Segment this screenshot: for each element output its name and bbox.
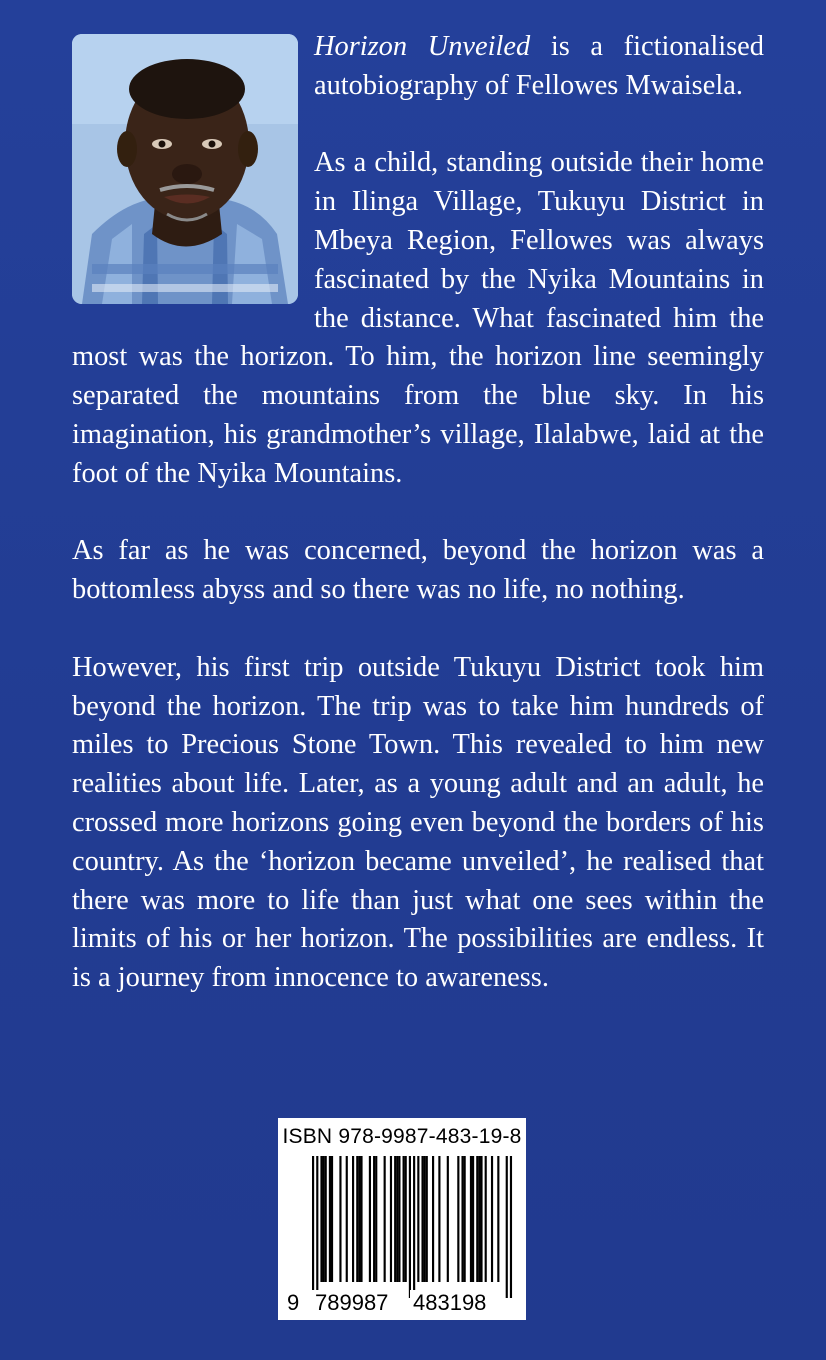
- barcode-bar: [485, 1156, 487, 1282]
- barcode-bar: [316, 1156, 318, 1298]
- barcode-bar: [497, 1156, 499, 1282]
- book-title: Horizon Unveiled: [314, 31, 531, 62]
- barcode-bar: [424, 1156, 426, 1282]
- barcode-bar: [476, 1156, 478, 1282]
- barcode-bar: [352, 1156, 354, 1282]
- barcode-bar: [329, 1156, 331, 1282]
- barcode-bar: [506, 1156, 508, 1298]
- barcode-bar: [375, 1156, 377, 1282]
- barcode-bar: [369, 1156, 371, 1282]
- barcode-bar: [398, 1156, 400, 1282]
- barcode-bar: [472, 1156, 474, 1282]
- barcode-bar: [403, 1156, 405, 1282]
- barcode-bar: [480, 1156, 482, 1282]
- barcode-bar: [470, 1156, 472, 1282]
- blurb-text: [72, 28, 764, 1037]
- barcode-bar: [432, 1156, 434, 1282]
- isbn-digits-right: 483198: [410, 1290, 489, 1316]
- barcode-bar: [461, 1156, 463, 1282]
- barcode-bar: [384, 1156, 386, 1282]
- barcode-bar: [447, 1156, 449, 1282]
- barcode-bar: [405, 1156, 407, 1282]
- barcode-bar: [426, 1156, 428, 1282]
- isbn-digits: [280, 1292, 524, 1316]
- barcode-bar: [320, 1156, 322, 1282]
- blurb-paragraph-2: As a child, standing outside their home in Ilinga Village, Tukuyu District in Mbeya Region, Fellowes was always fascinated by the Nyika Mountains in the distance. What fascinated him the most was the horizon. To him, the horizon line seemingly separated the mountains from the blue sky. In his imagination, his grandmother’s village, Ilalabwe, laid at the foot of the Nyika Mountains.: [72, 147, 764, 489]
- barcode-bar: [409, 1156, 411, 1298]
- isbn-label: ISBN 978-9987-483-19-8: [282, 1125, 522, 1148]
- barcode-bar: [323, 1156, 325, 1282]
- barcode-bar: [478, 1156, 480, 1282]
- barcode-bar: [390, 1156, 392, 1282]
- barcode-bar: [464, 1156, 466, 1282]
- barcode-bar: [325, 1156, 327, 1282]
- barcode-bar: [312, 1156, 314, 1298]
- barcode-bar: [510, 1156, 512, 1298]
- barcode-bar: [339, 1156, 341, 1282]
- barcode-bar: [413, 1156, 415, 1298]
- barcode-bars: [290, 1156, 516, 1298]
- barcode-graphic: [290, 1156, 516, 1298]
- barcode-bar: [331, 1156, 333, 1282]
- blurb-paragraph-1-rest: is a fictionalised autobiography of Fellowes Mwaisela.: [314, 31, 764, 101]
- barcode-bar: [346, 1156, 348, 1282]
- barcode-bar: [356, 1156, 358, 1282]
- isbn-digit-first: 9: [284, 1290, 302, 1316]
- barcode-bar: [438, 1156, 440, 1282]
- barcode-bar: [396, 1156, 398, 1282]
- barcode-bar: [491, 1156, 493, 1282]
- blurb-paragraph-4: However, his first trip outside Tukuyu District took him beyond the horizon. The trip was to take him hundreds of miles to Precious Stone Town. This revealed to him new realities about life. Later, as a young adult and an adult, he crossed more horizons going even beyond the borders of his country. As the ‘horizon became unveiled’, he realised that there was more to life than just what one sees within the limits of his or her horizon. The possibilities are endless. It is a journey from innocence to awareness.: [72, 651, 764, 994]
- isbn-digits-left: 789987: [312, 1290, 391, 1316]
- barcode-bar: [373, 1156, 375, 1282]
- barcode-bar: [457, 1156, 459, 1282]
- blurb-paragraph-3: As far as he was concerned, beyond the horizon was a bottomless abyss and so there was no life, no nothing.: [72, 535, 764, 606]
- barcode-bar: [417, 1156, 419, 1282]
- barcode-bar: [360, 1156, 362, 1282]
- barcode-bar: [358, 1156, 360, 1282]
- barcode-bar: [421, 1156, 423, 1282]
- isbn-barcode: [278, 1118, 526, 1320]
- barcode-bar: [394, 1156, 396, 1282]
